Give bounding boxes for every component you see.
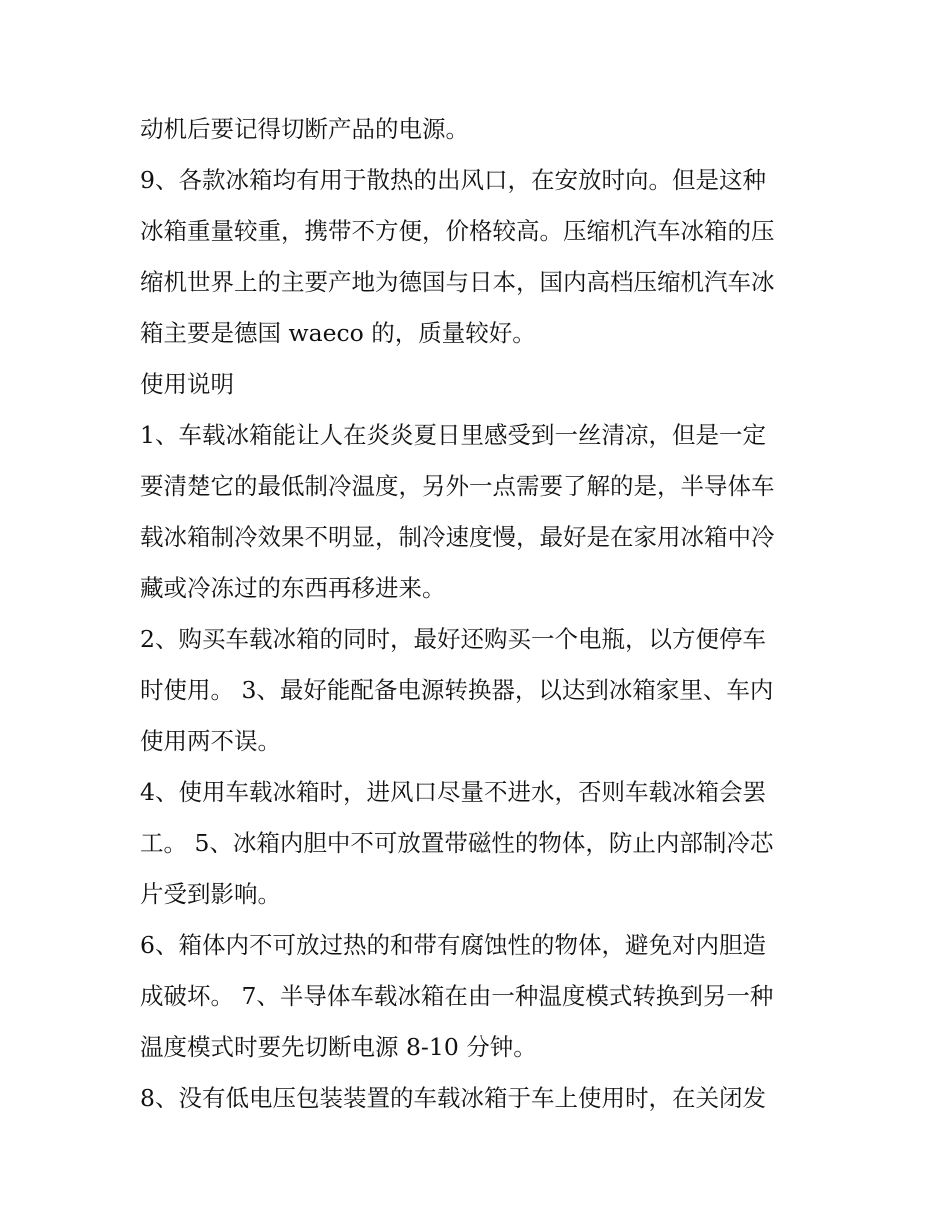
text-line: 工。 5、冰箱内胆中不可放置带磁性的物体，防止内部制冷芯 (140, 829, 774, 857)
text-line: 载冰箱制冷效果不明显，制冷速度慢，最好是在家用冰箱中冷 (140, 523, 775, 551)
document-body (140, 104, 820, 1124)
text-line: 使用两不误。 (140, 727, 281, 755)
text-line: 8、没有低电压包装装置的车载冰箱于车上使用时，在关闭发 (140, 1084, 766, 1112)
text-line: 片受到影响。 (140, 880, 281, 908)
text-line: 9、各款冰箱均有用于散热的出风口，在安放时向。但是这种 (140, 166, 766, 194)
text-line: 温度模式时要先切断电源 8-10 分钟。 (140, 1033, 537, 1061)
text-line: 4、使用车载冰箱时，进风口尽量不进水，否则车载冰箱会罢 (140, 778, 766, 806)
text-line: 1、车载冰箱能让人在炎炎夏日里感受到一丝清凉，但是一定 (140, 421, 766, 449)
text-line: 冰箱重量较重，携带不方便，价格较高。压缩机汽车冰箱的压 (140, 217, 775, 245)
text-line: 箱主要是德国 waeco 的，质量较好。 (140, 319, 536, 347)
section-heading: 使用说明 (140, 370, 234, 398)
text-line: 成破坏。 7、半导体车载冰箱在由一种温度模式转换到另一种 (140, 982, 774, 1010)
text-line: 动机后要记得切断产品的电源。 (140, 115, 469, 143)
text-line: 要清楚它的最低制冷温度，另外一点需要了解的是，半导体车 (140, 472, 775, 500)
text-line: 2、购买车载冰箱的同时，最好还购买一个电瓶，以方便停车 (140, 625, 766, 653)
text-line: 时使用。 3、最好能配备电源转换器，以达到冰箱家里、车内 (140, 676, 774, 704)
text-line: 藏或冷冻过的东西再移进来。 (140, 574, 446, 602)
text-line: 缩机世界上的主要产地为德国与日本，国内高档压缩机汽车冰 (140, 268, 775, 296)
text-line: 6、箱体内不可放过热的和带有腐蚀性的物体，避免对内胆造 (140, 931, 766, 959)
